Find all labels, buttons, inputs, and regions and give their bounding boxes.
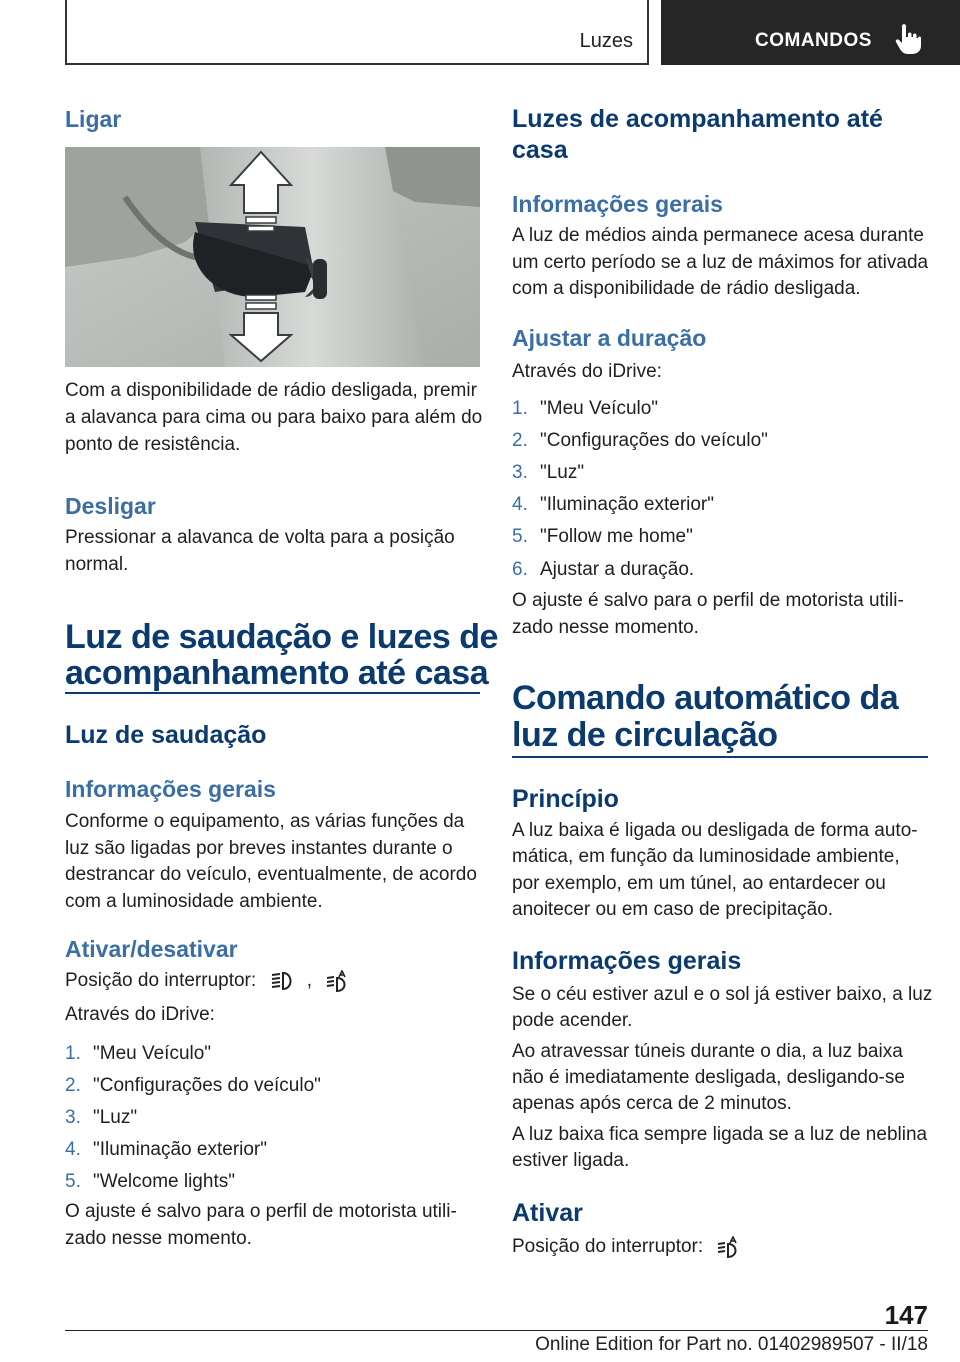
info-right-line-2: um certo período se a luz de máximos for ativada	[512, 252, 929, 273]
saved-right-line-2: zado nesse momento.	[512, 617, 699, 638]
section-rule-left	[65, 692, 480, 694]
saved-left-line-2: zado nesse momento.	[65, 1228, 252, 1249]
info-left-line-4: com a luminosidade ambiente.	[65, 891, 323, 912]
principio-line-4: anoitecer ou em caso de precipitação.	[512, 899, 834, 920]
info-left-line-1: Conforme o equipamento, as várias funções da	[65, 811, 465, 832]
heading-follow-me-home-2: casa	[512, 136, 568, 164]
principio-line-3: por exemplo, em um túnel, ao entardecer ou	[512, 873, 886, 894]
info2-line-1: Se o céu estiver azul e o sol já estiver baixo, a luz	[512, 984, 933, 1005]
list-item-text: "Meu Veículo"	[93, 1043, 212, 1064]
heading-follow-me-home-1: Luzes de acompanhamento até	[512, 105, 883, 133]
heading-informacoes-gerais-left: Informações gerais	[65, 776, 276, 802]
heading-comando-automatico-2: luz de circulação	[512, 716, 778, 754]
list-item-number: 4.	[512, 494, 528, 515]
heading-luz-saudacao-main-2: acompanhamento até casa	[65, 654, 489, 692]
heading-luz-saudacao-main-1: Luz de saudação e luzes de	[65, 618, 498, 656]
heading-desligar: Desligar	[65, 493, 156, 519]
hand-pointer-icon	[894, 22, 924, 56]
header-chapter-label: COMANDOS	[755, 30, 872, 51]
heading-informacoes-gerais-right: Informações gerais	[512, 191, 723, 217]
info-left-line-3: destrancar do veículo, eventualmente, de acordo	[65, 864, 477, 885]
section-rule-right	[512, 756, 928, 758]
info2-line-5: apenas após cerca de 2 minutos.	[512, 1093, 792, 1114]
info2-line-6: A luz baixa fica sempre ligada se a luz de neblina	[512, 1124, 928, 1145]
saved-right-line-1: O ajuste é salvo para o perfil de motorista utili-	[512, 590, 904, 611]
heading-informacoes-gerais-2: Informações gerais	[512, 947, 742, 975]
list-item-text: "Follow me home"	[540, 526, 693, 547]
footer-edition-text: Online Edition for Part no. 01402989507 - II/18	[535, 1334, 928, 1355]
idrive-label-right: Através do iDrive:	[512, 361, 662, 382]
page-number: 147	[884, 1300, 928, 1330]
list-item-number: 5.	[512, 526, 528, 547]
low-beam-auto-icon	[269, 970, 295, 992]
heading-ativar: Ativar	[512, 1199, 583, 1227]
header-section-box	[65, 0, 649, 65]
list-item-number: 3.	[512, 462, 528, 483]
list-item-number: 4.	[65, 1139, 81, 1160]
heading-ligar: Ligar	[65, 106, 122, 132]
switch-position-label: Posição do interruptor:	[65, 970, 257, 991]
list-item-number: 6.	[512, 559, 528, 580]
list-item-number: 3.	[65, 1107, 81, 1128]
list-item-number: 1.	[512, 398, 528, 419]
ligar-text-line-1: Com a disponibilidade de rádio desligada, premir	[65, 380, 477, 401]
list-item-number: 2.	[65, 1075, 81, 1096]
header-chapter-tab[interactable]	[661, 0, 960, 65]
ligar-text-line-2: a alavanca para cima ou para baixo para além do	[65, 407, 483, 428]
switch-position-line	[65, 968, 351, 995]
switch-position-label: Posição do interruptor:	[512, 1236, 704, 1257]
info-left-line-2: luz são ligadas por breves instantes durante o	[65, 838, 453, 859]
desligar-text-line-2: normal.	[65, 554, 129, 575]
list-item-text: "Luz"	[540, 462, 585, 483]
list-item-number: 2.	[512, 430, 528, 451]
heading-ajustar-duracao: Ajustar a duração	[512, 325, 707, 351]
principio-line-1: A luz baixa é ligada ou desligada de forma auto-	[512, 820, 918, 841]
footer-rule	[65, 1330, 928, 1331]
heading-principio: Princípio	[512, 785, 619, 813]
switch-separator: ,	[306, 970, 313, 991]
list-item-text: "Luz"	[93, 1107, 138, 1128]
info2-line-7: estiver ligada.	[512, 1150, 630, 1171]
switch-position-line-right	[512, 1234, 742, 1261]
saved-left-line-1: O ajuste é salvo para o perfil de motorista utili-	[65, 1201, 457, 1222]
auto-headlight-icon	[325, 970, 351, 992]
list-item-text: "Configurações do veículo"	[540, 430, 768, 451]
list-item-number: 1.	[65, 1043, 81, 1064]
list-item-text: Ajustar a duração.	[540, 559, 695, 580]
list-item-number: 5.	[65, 1171, 81, 1192]
info-right-line-1: A luz de médios ainda permanece acesa durante	[512, 225, 924, 246]
principio-line-2: mática, em função da luminosidade ambiente,	[512, 846, 900, 867]
header-section-title: Luzes	[579, 30, 633, 52]
info-right-line-3: com a disponibilidade de rádio desligada.	[512, 278, 861, 299]
list-item-text: "Meu Veículo"	[540, 398, 659, 419]
auto-headlight-icon	[716, 1236, 742, 1258]
idrive-label-left: Através do iDrive:	[65, 1004, 215, 1025]
turn-signal-lever-up-down-illustration	[65, 147, 480, 367]
heading-luz-saudacao: Luz de saudação	[65, 721, 267, 749]
info2-line-2: pode acender.	[512, 1010, 633, 1031]
info2-line-4: não é imediatamente desligada, desligando-se	[512, 1067, 905, 1088]
info2-line-3: Ao atravessar túneis durante o dia, a luz baixa	[512, 1041, 903, 1062]
list-item-text: "Iluminação exterior"	[540, 494, 715, 515]
desligar-text-line-1: Pressionar a alavanca de volta para a posição	[65, 527, 455, 548]
list-item-text: "Configurações do veículo"	[93, 1075, 321, 1096]
list-item-text: "Welcome lights"	[93, 1171, 235, 1192]
heading-ativar-desativar: Ativar/desativar	[65, 936, 238, 962]
heading-comando-automatico-1: Comando automático da	[512, 679, 899, 717]
list-item-text: "Iluminação exterior"	[93, 1139, 268, 1160]
ligar-text-line-3: ponto de resistência.	[65, 434, 241, 455]
